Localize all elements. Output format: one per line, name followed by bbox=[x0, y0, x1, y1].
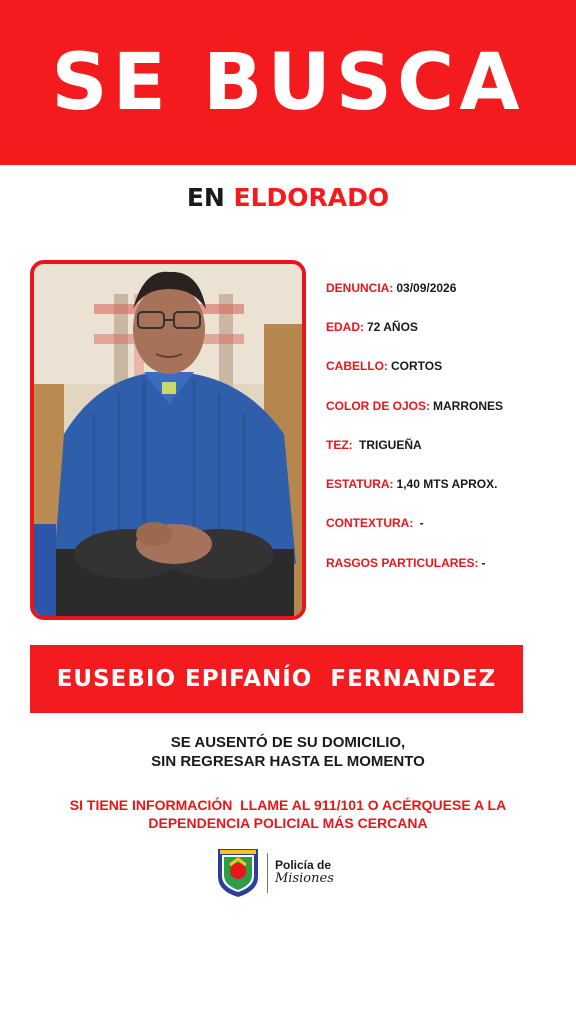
absence-line-2: SIN REGRESAR HASTA EL MOMENTO bbox=[151, 753, 425, 770]
location-heading bbox=[0, 183, 576, 212]
detail-row-denuncia bbox=[326, 268, 566, 307]
detail-row-cabello bbox=[326, 347, 566, 386]
detail-value: - bbox=[481, 555, 486, 570]
detail-label: DENUNCIA: bbox=[326, 280, 394, 295]
detail-row-edad bbox=[326, 307, 566, 346]
org-line-1: Policía de bbox=[275, 858, 332, 873]
detail-label: CONTEXTURA: bbox=[326, 516, 414, 531]
person-details-list bbox=[326, 268, 566, 582]
missing-person-photo bbox=[30, 260, 306, 620]
header-banner bbox=[0, 0, 576, 165]
detail-row-estatura bbox=[326, 464, 566, 503]
absence-statement bbox=[0, 733, 576, 771]
police-logo bbox=[216, 846, 334, 900]
absence-line-1: SE AUSENTÓ DE SU DOMICILIO, bbox=[170, 734, 406, 751]
detail-label: CABELLO: bbox=[326, 359, 388, 374]
location-city: ELDORADO bbox=[233, 183, 390, 212]
detail-label: TEZ: bbox=[326, 437, 353, 452]
person-name: EUSEBIO EPIFANÍO FERNANDEZ bbox=[56, 666, 497, 692]
info-line-2: DEPENDENCIA POLICIAL MÁS CERCANA bbox=[148, 815, 428, 831]
org-line-2: Misiones bbox=[275, 871, 334, 887]
detail-value: MARRONES bbox=[433, 398, 504, 413]
detail-label: EDAD: bbox=[326, 319, 364, 334]
detail-label: ESTATURA: bbox=[326, 477, 394, 492]
detail-value: 1,40 MTS APROX. bbox=[396, 477, 498, 492]
detail-row-rasgos-particulares bbox=[326, 543, 566, 582]
poster-title: SE BUSCA bbox=[51, 37, 525, 128]
logo-divider bbox=[267, 853, 268, 893]
detail-value: 72 AÑOS bbox=[367, 319, 418, 334]
detail-row-color-de-ojos bbox=[326, 386, 566, 425]
police-badge-icon bbox=[216, 847, 260, 899]
contact-information bbox=[0, 796, 576, 832]
detail-row-tez bbox=[326, 425, 566, 464]
detail-label: COLOR DE OJOS: bbox=[326, 398, 431, 413]
organization-name bbox=[275, 859, 334, 886]
detail-row-contextura bbox=[326, 504, 566, 543]
detail-value: 03/09/2026 bbox=[396, 280, 457, 295]
location-prefix: EN bbox=[186, 183, 225, 212]
person-name-banner bbox=[30, 645, 523, 713]
detail-value: - bbox=[416, 516, 424, 531]
person-photo-illustration bbox=[34, 264, 302, 616]
info-line-1: SI TIENE INFORMACIÓN LLAME AL 911/101 O ACÉRQUESE A LA bbox=[69, 797, 507, 813]
detail-value: CORTOS bbox=[391, 359, 443, 374]
detail-label: RASGOS PARTICULARES: bbox=[326, 555, 479, 570]
detail-value: TRIGUEÑA bbox=[355, 437, 422, 452]
